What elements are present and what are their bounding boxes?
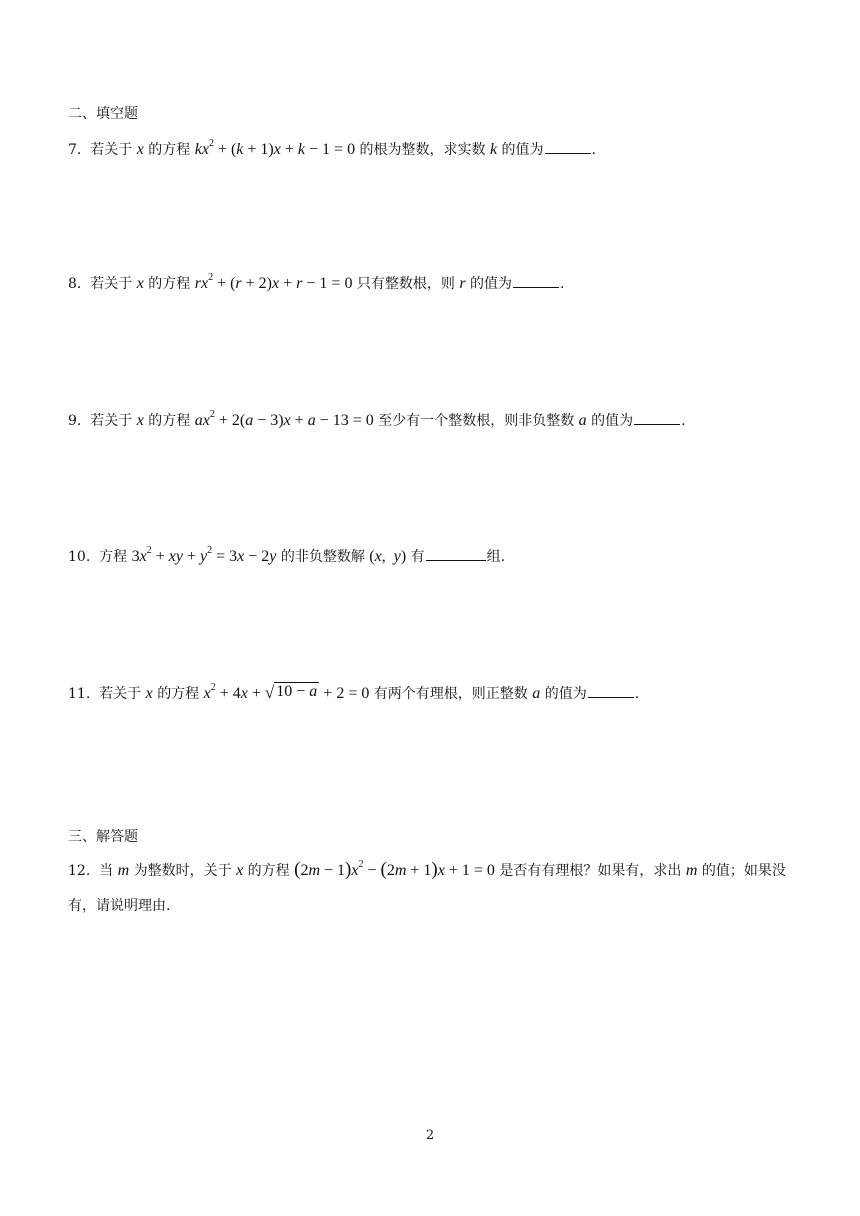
answer-blank[interactable]: [588, 683, 634, 698]
variable-a: a: [532, 685, 541, 702]
equation: $(2m - 1)x^2 - (2m + 1)x + 1 = 0$: [294, 858, 495, 880]
variable-r: r: [459, 275, 466, 292]
equation: $ax^2 + 2(a - 3)x + a - 13 = 0$: [194, 408, 374, 429]
question-number: 7.: [68, 142, 82, 158]
question-12-continued: 有，请说明理由.: [68, 898, 171, 914]
equation: $kx^2 + (k + 1)x + k - 1 = 0$: [194, 137, 356, 158]
question-11: 11. 若关于 x 的方程 $x^2 + 4x$ + √ 10 − a + 2 = 0 有两个有理根，则正整数 a 的值为 .: [68, 681, 640, 702]
variable-m: m: [117, 862, 130, 879]
question-7: 7. 若关于 x 的方程 $kx^2 + (k + 1)x + k - 1 = 0$ 的根为整数，求实数 k 的值为 .: [68, 137, 596, 158]
question-10: 10. 方程 $3x^2$ + xy + $y^2 = 3x - 2y$ 的非负整数解 (x, y) 有 组.: [68, 544, 506, 565]
square-root: √ 10 − a: [264, 683, 318, 702]
question-number: 10.: [68, 549, 91, 565]
page-number: 2: [425, 1128, 435, 1143]
answer-blank[interactable]: [634, 410, 680, 425]
question-number: 11.: [68, 686, 91, 702]
answer-blank[interactable]: [426, 546, 486, 561]
variable-x: x: [136, 412, 144, 429]
equation: $rx^2 + (r + 2)x + r - 1 = 0$: [194, 271, 353, 292]
question-12: 12. 当 m 为整数时，关于 x 的方程 $(2m - 1)x^2 - (2m + 1)x + 1 = 0$ 是否有有理根？如果有，求出 m 的值；如果没: [68, 858, 786, 880]
variable-a: a: [578, 412, 587, 429]
equation: $3x^2$ + xy + $y^2 = 3x - 2y$: [131, 544, 277, 565]
question-8: 8. 若关于 x 的方程 $rx^2 + (r + 2)x + r - 1 = 0$ 只有整数根，则 r 的值为 .: [68, 271, 565, 292]
question-9: 9. 若关于 x 的方程 $ax^2 + 2(a - 3)x + a - 13 = 0$ 至少有一个整数根，则非负整数 a 的值为 .: [68, 408, 686, 429]
answer-blank[interactable]: [513, 273, 559, 288]
variable-m: m: [685, 862, 698, 879]
question-number: 9.: [68, 413, 82, 429]
variable-x: x: [136, 275, 144, 292]
answer-blank[interactable]: [545, 139, 591, 154]
variable-x: x: [145, 685, 153, 702]
variable-x: x: [236, 862, 244, 879]
question-number: 8.: [68, 276, 82, 292]
variable-x: x: [136, 141, 144, 158]
equation: $x^2 + 4x$ + √ 10 − a + 2 = 0: [203, 681, 370, 702]
question-number: 12.: [68, 863, 91, 879]
section-heading-fill-in: 二、填空题: [68, 106, 138, 122]
section-heading-answer: 三、解答题: [68, 829, 138, 845]
variable-k: k: [489, 141, 498, 158]
ordered-pair: (x, y): [369, 548, 407, 565]
